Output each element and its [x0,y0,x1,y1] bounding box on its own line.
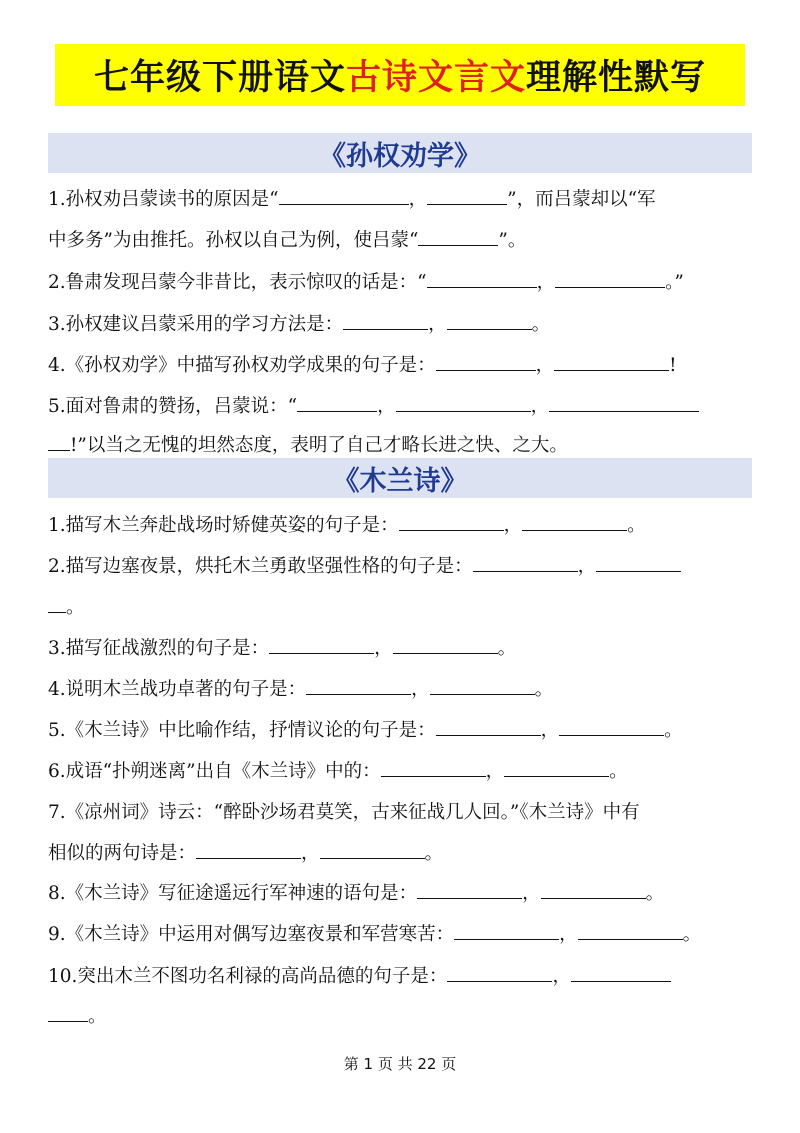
answer-blank[interactable] [504,760,609,777]
answer-blank[interactable] [559,719,664,736]
answer-blank[interactable] [541,882,646,899]
answer-blank[interactable] [279,188,409,205]
answer-blank[interactable] [436,719,541,736]
question-2-7-line-2: 相似的两句诗是： ， 。 [48,843,444,864]
answer-blank[interactable] [399,514,504,531]
answer-blank[interactable] [48,1005,88,1022]
title-part2: 理解性默写 [526,58,707,98]
question-1-5-line-2: !”以当之无愧的坦然态度，表明了自己才略长进之快、之大。 [48,434,756,458]
question-2-6: 6.成语“扑朔迷离”出自《木兰诗》中的： ， 。 [48,761,628,782]
answer-blank[interactable] [571,965,671,982]
question-2-2-line-2: 。 [48,596,756,620]
answer-blank[interactable] [343,313,428,330]
question-2-3: 3.描写征战激烈的句子是： ， 。 [48,638,517,659]
answer-blank[interactable] [596,555,681,572]
title-highlight: 古诗文言文 [345,58,526,98]
answer-blank[interactable] [196,842,301,859]
answer-blank[interactable] [454,923,559,940]
answer-blank[interactable] [417,882,522,899]
question-1-3: 3.孙权建议吕蒙采用的学习方法是： ， 。 [48,314,551,335]
answer-blank[interactable] [48,596,66,613]
section-heading-mulan: 《木兰诗》 [48,458,752,498]
question-2-8: 8.《木兰诗》写征途遥远行军神速的语句是： ， 。 [48,883,665,904]
answer-blank[interactable] [473,555,578,572]
answer-blank[interactable] [269,637,374,654]
question-1-4: 4.《孙权劝学》中描写孙权劝学成果的句子是： ， ! [48,355,677,376]
answer-blank[interactable] [436,354,536,371]
page-number: 第 1 页 共 22 页 [343,1055,457,1073]
answer-blank[interactable] [297,395,377,412]
answer-blank[interactable] [48,434,70,451]
question-2-5: 5.《木兰诗》中比喻作结，抒情议论的句子是： ， 。 [48,720,683,741]
answer-blank[interactable] [320,842,425,859]
question-1-1-line-2: 中多务”为由推托。孙权以自己为例，使吕蒙“ ”。 [48,230,527,251]
answer-blank[interactable] [393,637,498,654]
answer-blank[interactable] [555,271,665,288]
page-title [55,44,745,106]
answer-blank[interactable] [427,188,507,205]
question-2-9: 9.《木兰诗》中运用对偶写边塞夜景和军营寒苦： ， 。 [48,924,702,945]
question-2-4: 4.说明木兰战功卓著的句子是： ， 。 [48,679,554,700]
answer-blank[interactable] [306,678,411,695]
answer-blank[interactable] [578,923,683,940]
question-2-10-line-2: 。 [48,1005,756,1029]
section-heading-sunquan: 《孙权劝学》 [48,133,752,173]
question-1-5-line-1: 5.面对鲁肃的赞扬，吕蒙说：“ ， ， [48,395,756,419]
answer-blank[interactable] [447,965,552,982]
answer-blank[interactable] [447,313,532,330]
answer-blank[interactable] [549,395,699,412]
answer-blank[interactable] [427,271,537,288]
answer-blank[interactable] [396,395,531,412]
question-2-1: 1.描写木兰奔赴战场时矫健英姿的句子是： ， 。 [48,515,646,536]
question-2-2-line-1: 2.描写边塞夜景，烘托木兰勇敢坚强性格的句子是： ， [48,555,756,579]
question-2-10-line-1: 10.突出木兰不图功名利禄的高尚品德的句子是： ， [48,965,756,989]
answer-blank[interactable] [381,760,486,777]
answer-blank[interactable] [418,229,498,246]
answer-blank[interactable] [554,354,669,371]
question-1-2: 2.鲁肃发现吕蒙今非昔比，表示惊叹的话是：“ ， 。” [48,272,684,293]
question-1-1-line-1: 1.孙权劝吕蒙读书的原因是“ ， ”，而吕蒙却以“军 [48,189,656,210]
answer-blank[interactable] [430,678,535,695]
answer-blank[interactable] [522,514,627,531]
title-part1: 七年级下册语文 [93,58,346,98]
question-2-7-line-1: 7.《凉州词》诗云：“醉卧沙场君莫笑，古来征战几人回。”《木兰诗》中有 [48,802,640,823]
